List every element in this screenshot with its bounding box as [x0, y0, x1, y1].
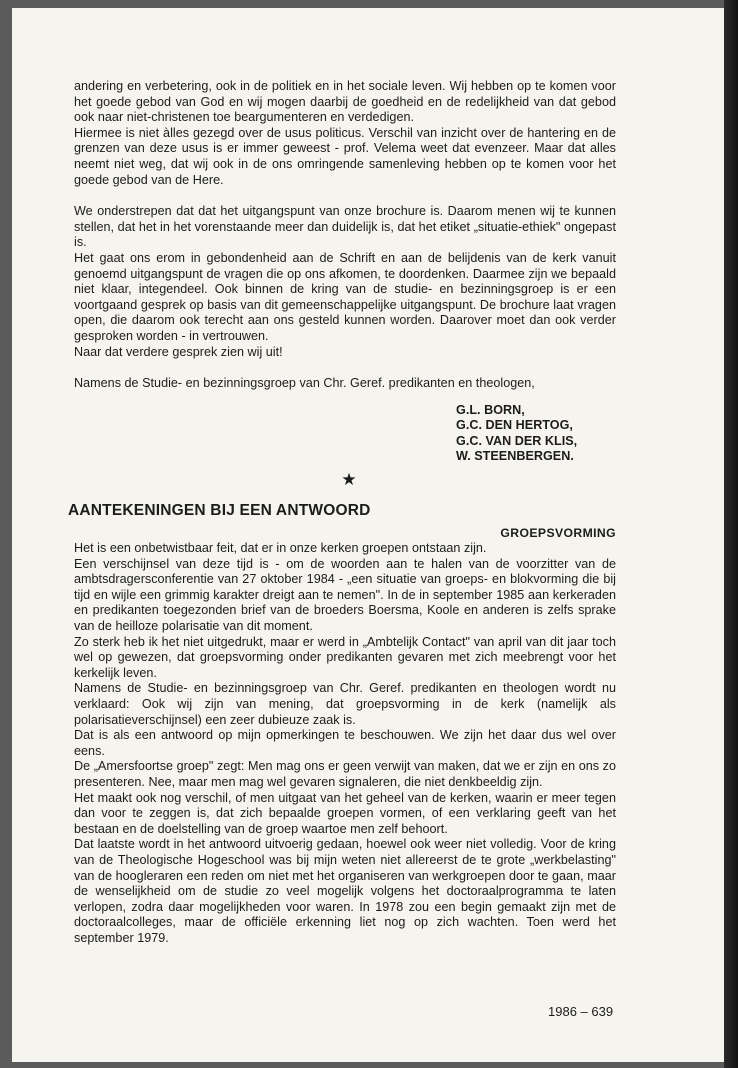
paragraph: Dat is als een antwoord op mijn opmerkingen te beschouwen. We zijn het daar dus wel over eens.	[74, 728, 616, 758]
text-column	[68, 79, 616, 947]
signer: G.C. DEN HERTOG,	[456, 418, 573, 433]
paragraph: De „Amersfoortse groep" zegt: Men mag ons er geen verwijt van maken, dat we er zijn en ons zo presenteren. Nee, maar men mag wel gevaren signaleren, die niet denkbeeldig zijn.	[74, 759, 616, 789]
paragraph: Een verschijnsel van deze tijd is - om de woorden aan te halen van de voorzitter van de ambtsdragersconferentie van 27 oktober 1984 - „een situatie van groeps- en blokvorming die bij tijd en wijle een grimmig karakter dreigt aan te nemen". In de in september 1985 aan kerkeraden en predikanten toegezonden brief van de broeders Boersma, Koole en anderen is zelfs sprake van de heilloze polarisatie van dit moment.	[74, 556, 616, 634]
section-title: AANTEKENINGEN BIJ EEN ANTWOORD	[68, 502, 371, 520]
star-divider-icon: ★	[341, 470, 357, 490]
paragraph: Het gaat ons erom in gebondenheid aan de Schrift en aan de belijdenis van de kerk vanuit genoemd uitgangspunt de vragen die op ons afkomen, te doordenken. Daarmee zijn we bepaald niet klaar, integendeel. Ook binnen de kring van de studie- en bezinningsgroep is er een voortgaand gesprek op basis van dit gemeenschappelijke uitgangspunt. De brochure laat vragen open, die daarom ook terecht aan ons gesteld kunnen worden. Daarover moet dan ook verder gesproken worden - in vertrouwen.	[74, 250, 616, 343]
paragraph: Zo sterk heb ik het niet uitgedrukt, maar er werd in „Ambtelijk Contact" van april van dit jaar toch wel op gewezen, dat groepsvorming onder predikanten gevaren met zich meebrengt voor het kerkelijk leven.	[74, 634, 616, 680]
subheading: GROEPSVORMING	[500, 526, 616, 541]
signer: W. STEENBERGEN.	[456, 449, 574, 464]
paragraph: We onderstrepen dat dat het uitgangspunt van onze brochure is. Daarom menen wij te kunnen stellen, dat het in het vorenstaande meer dan duidelijk is, dat het etiket „situatie-ethiek" ongepast is.	[74, 204, 616, 250]
paragraph: Het maakt ook nog verschil, of men uitgaat van het geheel van de kerken, waarin er meer tegen dan voor te zeggen is, dat zich bepaalde groepen vormen, of een verklaring geeft van het bestaan en de doelstelling van de groep waartoe men zelf behoort.	[74, 790, 616, 836]
paragraph: andering en verbetering, ook in de politiek en in het sociale leven. Wij hebben op te komen voor het goede gebod van God en wij mogen daarbij de goedheid en de redelijkheid van dat gebod ook naar niet-christenen toe beargumenteren en verdedigen.	[74, 79, 616, 125]
paragraph: Hiermee is niet àlles gezegd over de usus politicus. Verschil van inzicht over de hantering en de grenzen van deze usus is er immer geweest - prof. Velema weet dat evenzeer. Maar dat alles neemt niet weg, dat wij ook in de ons omringende samenleving hebben op te komen voor het goede gebod van de Here.	[74, 125, 616, 187]
paragraph: Dat laatste wordt in het antwoord uitvoerig gedaan, hoewel ook weer niet volledig. Voor de kring van de Theologische Hogeschool was bij mijn weten niet allereerst de te grote „werkbelasting" van de hoogleraren een reden om niet met het organiseren van werkgroepen door te gaan, maar de wenselijkheid om de studie zo veel mogelijk volgens het doctoraalprogramma te laten verlopen, zodra daar mogelijkheden voor waren. In 1978 zou een begin gemaakt zijn met de doctoraalcolleges, maar de officiële erkenning liet nog op zich wachten. Toen werd het september 1979.	[74, 837, 616, 945]
paragraph: Namens de Studie- en bezinningsgroep van Chr. Geref. predikanten en theologen wordt nu verklaard: Ook wij zijn van mening, dat groepsvorming in de kerk (namelijk als polarisatieverschijnsel) een zeer dubieuze zaak is.	[74, 681, 616, 727]
signature-intro: Namens de Studie- en bezinningsgroep van Chr. Geref. predikanten en theologen,	[74, 376, 535, 391]
signers-list	[456, 403, 616, 465]
signer: G.C. VAN DER KLIS,	[456, 433, 578, 448]
paragraph: Het is een onbetwistbaar feit, dat er in onze kerken groepen ontstaan zijn.	[74, 541, 487, 556]
page-number: 1986 – 639	[548, 1004, 614, 1019]
page-edge-shadow	[724, 0, 738, 1068]
signer: G.L. BORN,	[456, 402, 525, 417]
paragraph: Naar dat verdere gesprek zien wij uit!	[74, 344, 283, 359]
